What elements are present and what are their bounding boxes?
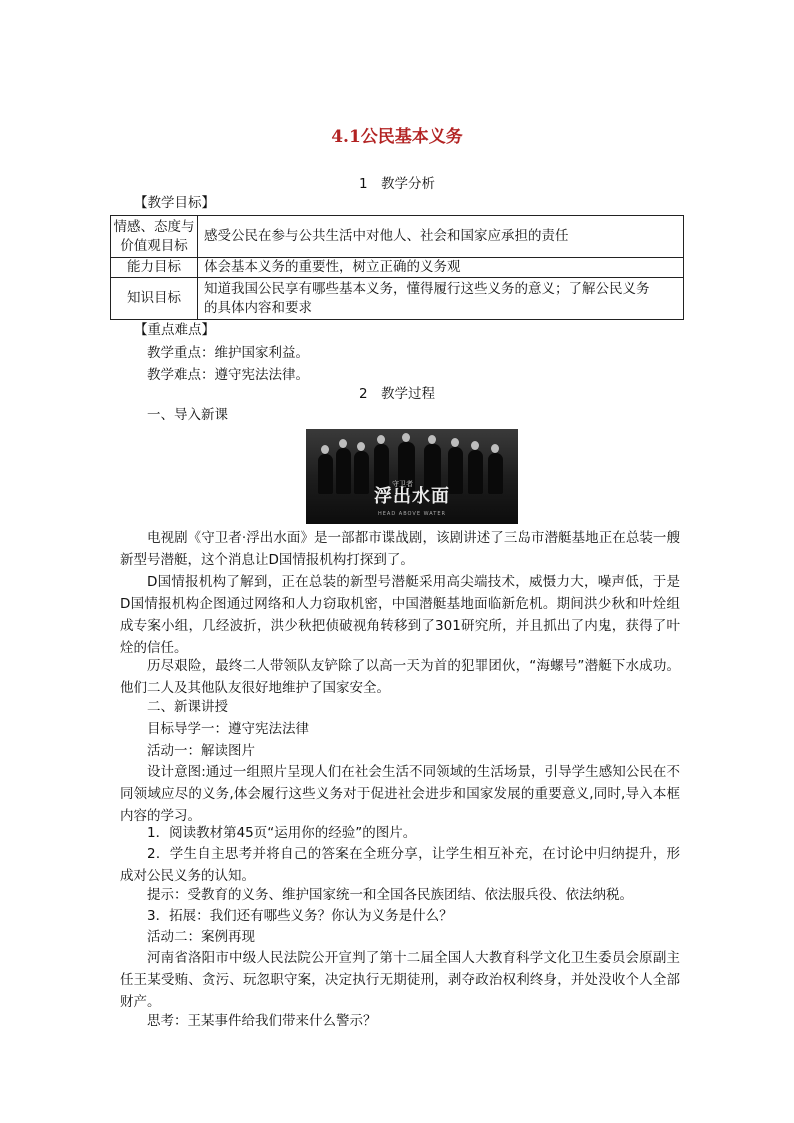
poster-subtitle: HEAD ABOVE WATER: [378, 511, 446, 517]
poster-tag: 守卫者: [392, 480, 413, 488]
hint: 提示：受教育的义务、维护国家统一和全国各民族团结、依法服兵役、依法纳税。: [147, 887, 633, 903]
goal-value: 知道我国公民享有哪些基本义务，懂得履行这些义务的意义；了解公民义务 的具体内容和要求: [198, 278, 684, 320]
goals-table: [110, 215, 684, 320]
section-heading-process: 2 教学过程: [358, 386, 436, 402]
table-row: [111, 258, 684, 278]
section-heading-analysis: 1 教学分析: [358, 176, 436, 192]
intro-heading: 一、导入新课: [147, 407, 228, 423]
drama-poster-image: [306, 429, 518, 524]
step-one: 1．阅读教材第45页“运用你的经验”的图片。: [147, 825, 417, 841]
target-one: 目标导学一：遵守宪法法律: [147, 721, 309, 737]
goals-heading: 【教学目标】: [134, 195, 215, 211]
activity-two: 活动二：案例再现: [147, 929, 255, 945]
page-title: 4.1公民基本义务: [331, 127, 463, 147]
step-three: 3．拓展：我们还有哪些义务？你认为义务是什么？: [147, 908, 453, 924]
activity-one: 活动一：解读图片: [147, 743, 255, 759]
new-lesson-heading: 二、新课讲授: [147, 699, 228, 715]
goal-key: 知识目标: [111, 278, 198, 320]
step-two: 2．学生自主思考并将自己的答案在全班分享，让学生相互补充，在讨论中归纳提升，形成对公民义务的认知。: [120, 846, 680, 884]
paragraph-story-end: 历尽艰险，最终二人带领队友铲除了以高一天为首的犯罪团伙，“海螺号”潜艇下水成功。他们二人及其他队友很好地维护了国家安全。: [120, 658, 680, 696]
poster-title: 浮出水面: [374, 486, 450, 507]
goal-value: 体会基本义务的重要性，树立正确的义务观: [198, 258, 684, 278]
goal-key: 能力目标: [111, 258, 198, 278]
case-paragraph: 河南省洛阳市中级人民法院公开宣判了第十二届全国人大教育科学文化卫生委员会原副主任王某受贿、贪污、玩忽职守案，决定执行无期徒刑，剥夺政治权利终身，并处没收个人全部财产。: [120, 950, 680, 1010]
key-point: 教学重点：维护国家利益。: [147, 345, 309, 361]
table-row: [111, 216, 684, 258]
paragraph-story-detail: D国情报机构了解到，正在总装的新型号潜艇采用高尖端技术，威慑力大，噪声低，于是D国情报机构企图通过网络和人力窃取机密，中国潜艇基地面临新危机。期间洪少秋和叶烇组成专案小组，几经波折，洪少秋把侦破视角转移到了301研究所，并且抓出了内鬼，获得了叶烇的信任。: [120, 574, 680, 656]
difficult-point: 教学难点：遵守宪法法律。: [147, 367, 309, 383]
think-question: 思考：王某事件给我们带来什么警示？: [147, 1013, 377, 1029]
goal-value: 感受公民在参与公共生活中对他人、社会和国家应承担的责任: [198, 216, 684, 258]
key-points-heading: 【重点难点】: [134, 322, 215, 338]
design-intent: 设计意图:通过一组照片呈现人们在社会生活不同领域的生活场景，引导学生感知公民在不同领域应尽的义务,体会履行这些义务对于促进社会进步和国家发展的重要意义,同时,导入本框内容的学习。: [120, 764, 680, 824]
paragraph-intro-story: 电视剧《守卫者·浮出水面》是一部都市谍战剧，该剧讲述了三岛市潜艇基地正在总装一艘新型号潜艇，这个消息让D国情报机构打探到了。: [120, 530, 680, 568]
goal-key: 情感、态度与 价值观目标: [111, 216, 198, 258]
table-row: [111, 278, 684, 320]
